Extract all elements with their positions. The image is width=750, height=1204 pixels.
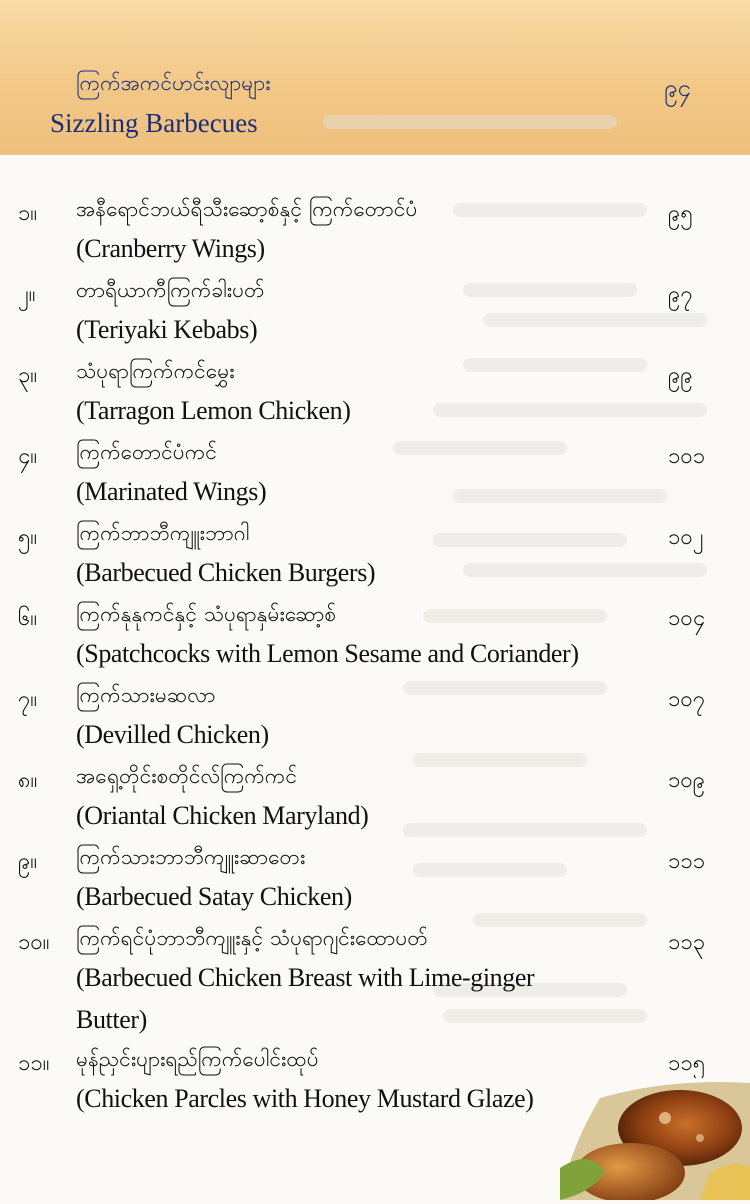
- toc-entry: [0, 757, 750, 837]
- toc-entry: [0, 271, 750, 351]
- entry-title-english: (Chicken Parcles with Honey Mustard Glaze): [76, 1084, 534, 1113]
- entry-page-number: ၉၉: [668, 363, 693, 388]
- entry-title-myanmar: ကြက်သားမဆလာ: [76, 683, 216, 707]
- entry-title-english: (Cranberry Wings): [76, 234, 265, 263]
- entry-number: ၁၁။: [18, 1051, 50, 1076]
- toc-entry: [0, 514, 750, 594]
- entry-number: ၂။: [18, 282, 36, 307]
- entry-page-number: ၁၀၄: [668, 606, 706, 631]
- entry-title-myanmar: မုန်ညှင်းပျားရည်ကြက်ပေါင်းထုပ်: [76, 1047, 319, 1071]
- entry-title-english: (Spatchcocks with Lemon Sesame and Coriander): [76, 639, 579, 668]
- toc-entry: [0, 352, 750, 432]
- entry-number: ၆။: [18, 606, 38, 631]
- entry-number: ၇။: [18, 687, 38, 712]
- entry-title-english-continued: Butter): [76, 1005, 147, 1034]
- entry-title-myanmar: ကြက်ရင်ပုံဘာဘီကျူးနှင့် သံပုရာဂျင်းထောပတ်: [76, 926, 428, 950]
- toc-entry: [0, 919, 750, 1041]
- toc-entry: [0, 433, 750, 513]
- entry-title-myanmar: အရှေ့တိုင်းစတိုင်လ်ကြက်ကင်: [76, 764, 297, 788]
- entry-number: ၁။: [18, 201, 38, 226]
- entry-page-number: ၁၀၂: [668, 525, 704, 550]
- entry-number: ၁၀။: [18, 930, 50, 955]
- toc-entry: [0, 190, 750, 270]
- entry-page-number: ၁၁၅: [668, 1051, 706, 1076]
- entry-title-english: (Devilled Chicken): [76, 720, 269, 749]
- entry-page-number: ၁၀၁: [668, 444, 706, 469]
- entry-title-english: (Barbecued Satay Chicken): [76, 882, 352, 911]
- entry-title-english: (Barbecued Chicken Burgers): [76, 558, 376, 587]
- entry-page-number: ၉၇: [668, 282, 693, 307]
- toc-entry: [0, 676, 750, 756]
- entry-number: ၉။: [18, 849, 38, 874]
- entry-page-number: ၁၀၉: [668, 768, 706, 793]
- entry-page-number: ၉၅: [668, 201, 693, 226]
- entry-title-myanmar: သံပုရာကြက်ကင်မွှေး: [76, 359, 235, 383]
- entry-number: ၈။: [18, 768, 38, 793]
- page-number: ၉၄: [664, 74, 691, 102]
- food-photo-illustration: [560, 1078, 750, 1200]
- entry-title-english: (Tarragon Lemon Chicken): [76, 396, 351, 425]
- food-photo: [560, 1078, 750, 1200]
- entry-number: ၃။: [18, 363, 38, 388]
- entry-number: ၄။: [18, 444, 38, 469]
- section-title-english: Sizzling Barbecues: [50, 108, 258, 138]
- entry-title-myanmar: ကြက်သားဘာဘီကျူးဆာတေး: [76, 845, 306, 869]
- entry-title-english: (Oriantal Chicken Maryland): [76, 801, 369, 830]
- entry-title-myanmar: တာရီယာကီကြက်ခါးပတ်: [76, 278, 265, 302]
- entry-title-myanmar: အနီရောင်ဘယ်ရီသီးဆော့စ်နှင့် ကြက်တောင်ပံ: [76, 197, 418, 221]
- toc-entry: [0, 595, 750, 675]
- entry-page-number: ၁၁၁: [668, 849, 706, 874]
- entry-page-number: ၁၁၃: [668, 930, 706, 955]
- entry-page-number: ၁၀၇: [668, 687, 706, 712]
- toc-entry: [0, 838, 750, 918]
- entry-title-myanmar: ကြက်တောင်ပံကင်: [76, 440, 217, 464]
- entry-title-english: (Teriyaki Kebabs): [76, 315, 258, 344]
- entry-number: ၅။: [18, 525, 38, 550]
- section-title-myanmar: ကြက်အကင်ဟင်းလျာများ: [76, 71, 271, 95]
- entry-title-english: (Barbecued Chicken Breast with Lime-ginger: [76, 963, 535, 992]
- entry-title-myanmar: ကြက်နုနုကင်နှင့် သံပုရာနှမ်းဆော့စ်: [76, 602, 337, 626]
- entry-title-myanmar: ကြက်ဘာဘီကျူးဘာဂါ: [76, 521, 250, 545]
- entry-title-english: (Marinated Wings): [76, 477, 267, 506]
